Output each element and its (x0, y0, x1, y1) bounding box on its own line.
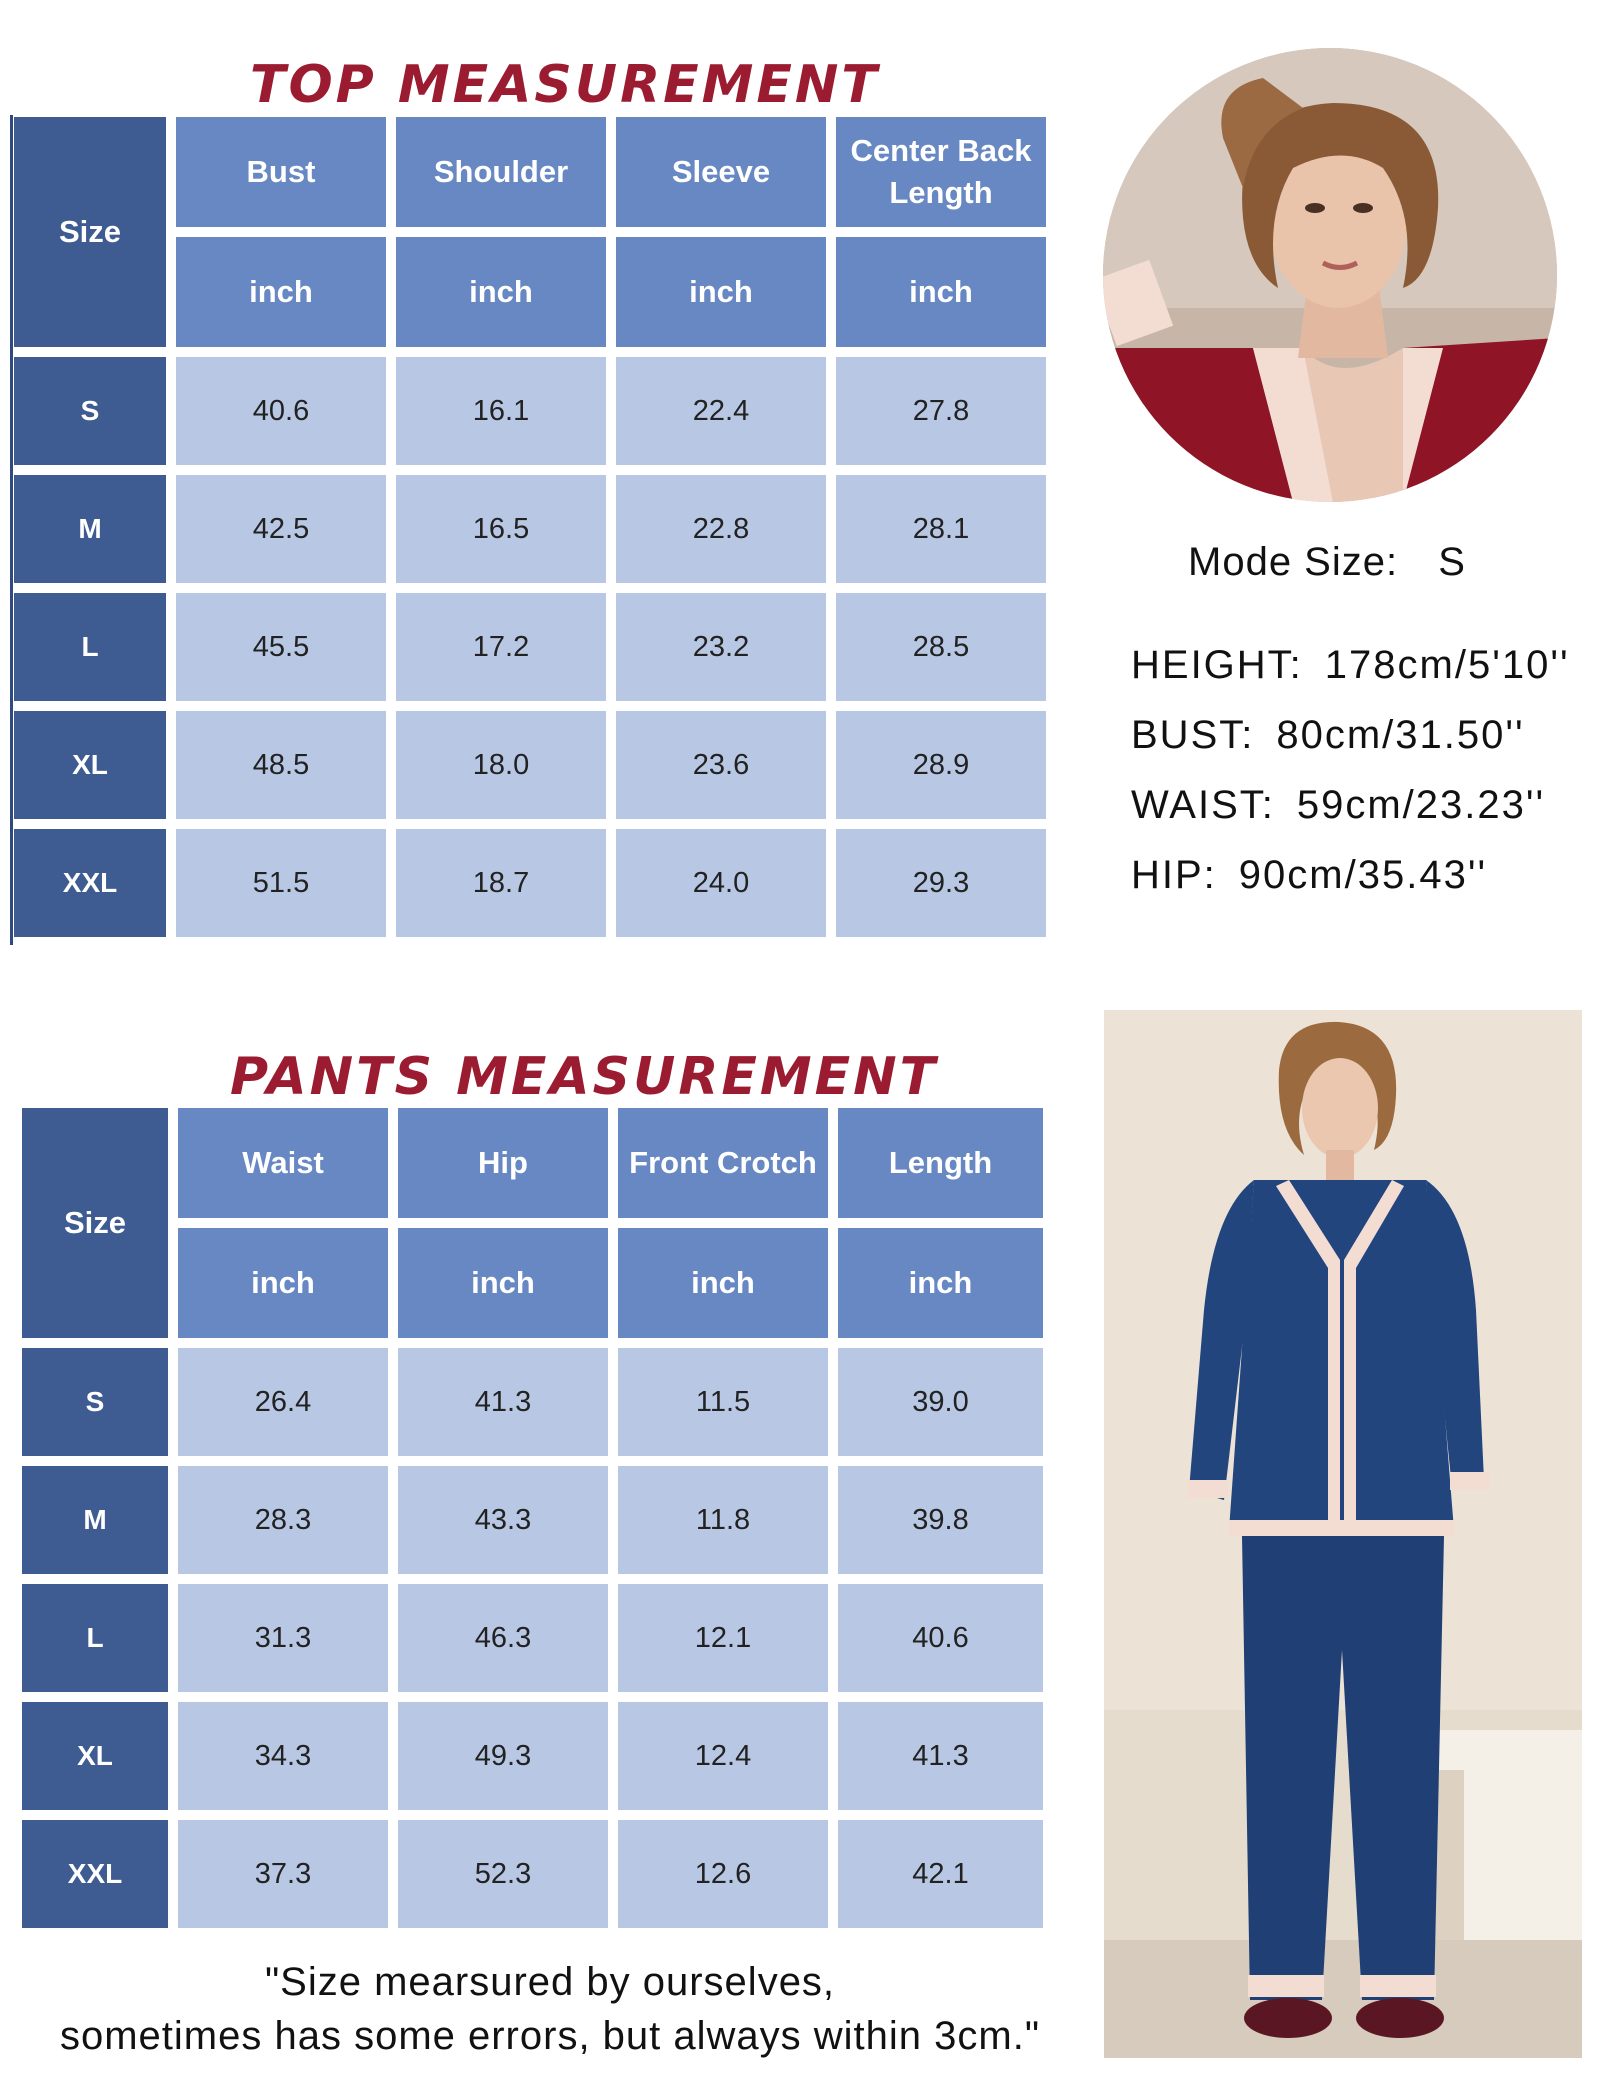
model-stat-label: HIP: (1131, 853, 1217, 897)
model-stat-bust (1131, 713, 1525, 758)
top-unit-shoulder: inch (396, 237, 606, 347)
top-cell-value: 23.2 (616, 593, 826, 701)
model-stat-height (1131, 643, 1570, 688)
pants-cell-value: 40.6 (838, 1584, 1043, 1692)
top-size-table (14, 117, 1046, 937)
size-note-line-1: "Size mearsured by ourselves, (264, 1960, 836, 2004)
model-size-value: S (1438, 540, 1466, 584)
size-note-line-2: sometimes has some errors, but always within 3cm." (59, 2014, 1041, 2058)
pants-row-size: L (22, 1584, 168, 1692)
pants-cell-value: 12.1 (618, 1584, 828, 1692)
top-measurement-title: TOP MEASUREMENT (250, 55, 880, 115)
top-cell-value: 28.5 (836, 593, 1046, 701)
model-stat-value: 90cm/35.43'' (1238, 853, 1488, 897)
pants-unit-front-crotch: inch (618, 1228, 828, 1338)
pants-cell-value: 26.4 (178, 1348, 388, 1456)
pants-cell-value: 46.3 (398, 1584, 608, 1692)
pants-unit-hip: inch (398, 1228, 608, 1338)
top-cell-value: 45.5 (176, 593, 386, 701)
pants-col-front-crotch: Front Crotch (618, 1108, 828, 1218)
pants-unit-waist: inch (178, 1228, 388, 1338)
top-col-sleeve: Sleeve (616, 117, 826, 227)
top-row-size: XL (14, 711, 166, 819)
pants-row-size: M (22, 1466, 168, 1574)
pants-cell-value: 28.3 (178, 1466, 388, 1574)
top-size-header: Size (14, 117, 166, 347)
top-unit-center-back-length: inch (836, 237, 1046, 347)
top-col-center-back-length: Center Back Length (836, 117, 1046, 227)
pants-col-waist: Waist (178, 1108, 388, 1218)
pants-cell-value: 11.5 (618, 1348, 828, 1456)
top-row-size: L (14, 593, 166, 701)
pants-col-hip: Hip (398, 1108, 608, 1218)
model-portrait-illustration (1103, 48, 1557, 502)
top-row-size: XXL (14, 829, 166, 937)
model-stat-value: 80cm/31.50'' (1276, 713, 1525, 757)
top-col-shoulder: Shoulder (396, 117, 606, 227)
top-row-size: M (14, 475, 166, 583)
model-stat-label: HEIGHT: (1131, 643, 1303, 687)
top-cell-value: 18.0 (396, 711, 606, 819)
pants-cell-value: 41.3 (398, 1348, 608, 1456)
model-stat-label: BUST: (1131, 713, 1255, 757)
pants-cell-value: 34.3 (178, 1702, 388, 1810)
pants-row-size: S (22, 1348, 168, 1456)
top-table-left-rule (10, 115, 13, 945)
top-cell-value: 48.5 (176, 711, 386, 819)
pants-row-size: XXL (22, 1820, 168, 1928)
top-cell-value: 28.9 (836, 711, 1046, 819)
top-col-bust: Bust (176, 117, 386, 227)
pants-col-length: Length (838, 1108, 1043, 1218)
model-size-label: Mode Size: (1188, 540, 1399, 584)
top-cell-value: 22.4 (616, 357, 826, 465)
pants-cell-value: 39.0 (838, 1348, 1043, 1456)
top-cell-value: 42.5 (176, 475, 386, 583)
pants-cell-value: 49.3 (398, 1702, 608, 1810)
pants-size-header: Size (22, 1108, 168, 1338)
top-cell-value: 16.1 (396, 357, 606, 465)
top-cell-value: 40.6 (176, 357, 386, 465)
pants-measurement-title: PANTS MEASUREMENT (230, 1047, 939, 1107)
pants-cell-value: 31.3 (178, 1584, 388, 1692)
top-cell-value: 23.6 (616, 711, 826, 819)
model-stat-value: 59cm/23.23'' (1296, 783, 1546, 827)
pants-cell-value: 37.3 (178, 1820, 388, 1928)
top-unit-bust: inch (176, 237, 386, 347)
top-unit-sleeve: inch (616, 237, 826, 347)
model-stat-label: WAIST: (1131, 783, 1275, 827)
model-portrait-photo (1103, 48, 1557, 502)
pants-cell-value: 39.8 (838, 1466, 1043, 1574)
pants-cell-value: 52.3 (398, 1820, 608, 1928)
pants-unit-length: inch (838, 1228, 1043, 1338)
top-cell-value: 51.5 (176, 829, 386, 937)
model-full-length-illustration (1104, 1010, 1582, 2058)
top-cell-value: 27.8 (836, 357, 1046, 465)
model-stat-waist (1131, 783, 1545, 828)
model-size-line (1188, 540, 1466, 585)
pants-cell-value: 12.6 (618, 1820, 828, 1928)
top-cell-value: 16.5 (396, 475, 606, 583)
model-stat-value: 178cm/5'10'' (1324, 643, 1570, 687)
pants-cell-value: 11.8 (618, 1466, 828, 1574)
top-row-size: S (14, 357, 166, 465)
pants-cell-value: 12.4 (618, 1702, 828, 1810)
pants-size-table (22, 1108, 1043, 1928)
pants-cell-value: 43.3 (398, 1466, 608, 1574)
pants-cell-value: 42.1 (838, 1820, 1043, 1928)
top-cell-value: 24.0 (616, 829, 826, 937)
top-cell-value: 17.2 (396, 593, 606, 701)
pants-row-size: XL (22, 1702, 168, 1810)
top-cell-value: 18.7 (396, 829, 606, 937)
top-cell-value: 22.8 (616, 475, 826, 583)
model-stat-hip (1131, 853, 1487, 898)
top-cell-value: 28.1 (836, 475, 1046, 583)
pants-cell-value: 41.3 (838, 1702, 1043, 1810)
model-full-length-photo (1104, 1010, 1582, 2058)
top-cell-value: 29.3 (836, 829, 1046, 937)
